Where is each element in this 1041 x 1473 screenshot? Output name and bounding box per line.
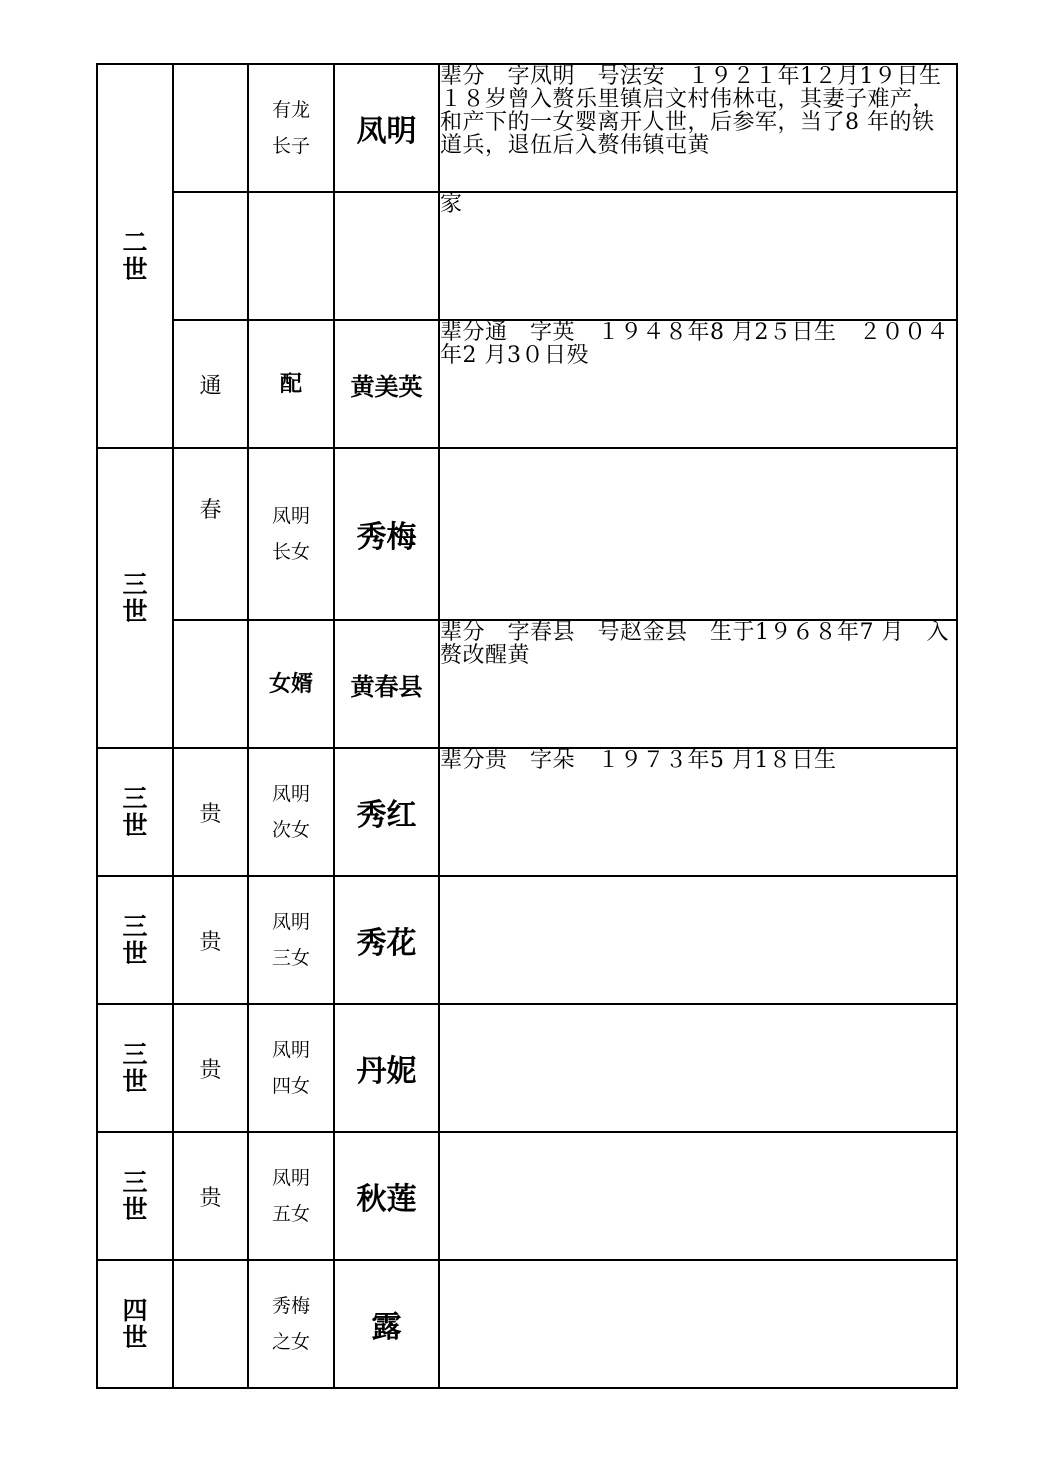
info-cell bbox=[439, 620, 957, 748]
beifen-cell bbox=[173, 1132, 248, 1260]
beifen-cell bbox=[173, 448, 248, 620]
relation-cell bbox=[248, 620, 334, 748]
person-name: 丹妮 bbox=[356, 1054, 417, 1089]
beifen-cell bbox=[173, 1260, 248, 1388]
info-cell bbox=[439, 320, 957, 448]
beifen-label: 通 bbox=[199, 373, 222, 399]
generation-cell bbox=[97, 1260, 173, 1388]
info-cell bbox=[439, 1132, 957, 1260]
generation-cell bbox=[97, 1004, 173, 1132]
table-row bbox=[97, 320, 957, 448]
beifen-cell bbox=[173, 320, 248, 448]
generation-label: 三世 bbox=[122, 784, 148, 840]
relation-label: 凤明三女 bbox=[271, 911, 310, 969]
info-cell bbox=[439, 1004, 957, 1132]
beifen-label: 春 bbox=[199, 498, 222, 523]
table-row bbox=[97, 192, 957, 320]
table-row bbox=[97, 1004, 957, 1132]
generation-label: 三世 bbox=[122, 912, 148, 968]
person-info: 辈分 字春县 号赵金县 生于1９６８年7 月 入赘改醒黄 bbox=[440, 620, 949, 668]
relation-cell bbox=[248, 448, 334, 620]
person-name: 黄美英 bbox=[350, 371, 423, 401]
beifen-label: 贵 bbox=[199, 929, 222, 955]
table-row bbox=[97, 64, 957, 192]
name-cell bbox=[334, 448, 439, 620]
relation-label: 凤明四女 bbox=[271, 1039, 310, 1097]
relation-label: 凤明五女 bbox=[271, 1167, 310, 1225]
table-row bbox=[97, 1132, 957, 1260]
beifen-cell bbox=[173, 64, 248, 192]
relation-label: 有龙长子 bbox=[271, 99, 310, 157]
name-cell bbox=[334, 876, 439, 1004]
info-cell bbox=[439, 192, 957, 320]
generation-cell bbox=[97, 1132, 173, 1260]
beifen-label: 贵 bbox=[199, 1185, 222, 1211]
beifen-cell bbox=[173, 620, 248, 748]
name-cell bbox=[334, 748, 439, 876]
beifen-label: 贵 bbox=[199, 1057, 222, 1083]
generation-label: 三世 bbox=[122, 1040, 148, 1096]
generation-cell bbox=[97, 748, 173, 876]
table-row bbox=[97, 876, 957, 1004]
person-info: 辈分 字凤明 号法安 １９２１年1２月1９日生 １８岁曾入赘乐里镇启文村伟林屯，其妻子难产，和产下的一女婴离开人世，后参军，当了8 年的铁道兵，退伍后入赘伟镇屯黄 bbox=[440, 64, 965, 158]
person-name: 秀花 bbox=[356, 926, 417, 961]
generation-label: 四世 bbox=[122, 1296, 148, 1352]
table-row bbox=[97, 448, 957, 620]
person-name: 秀红 bbox=[356, 798, 417, 833]
relation-cell bbox=[248, 748, 334, 876]
beifen-cell bbox=[173, 748, 248, 876]
relation-label: 配 bbox=[279, 371, 302, 397]
generation-cell bbox=[97, 876, 173, 1004]
generation-label: 三世 bbox=[122, 1168, 148, 1224]
relation-label: 女婿 bbox=[268, 671, 313, 697]
person-name: 露 bbox=[371, 1310, 402, 1345]
name-cell bbox=[334, 1260, 439, 1388]
info-cell bbox=[439, 448, 957, 620]
relation-cell bbox=[248, 320, 334, 448]
info-cell bbox=[439, 64, 965, 192]
name-cell bbox=[334, 320, 439, 448]
beifen-cell bbox=[173, 1004, 248, 1132]
beifen-label: 贵 bbox=[199, 801, 222, 827]
person-name: 秀梅 bbox=[356, 520, 417, 555]
beifen-cell bbox=[173, 876, 248, 1004]
generation-label: 三世 bbox=[122, 570, 148, 626]
genealogy-table bbox=[96, 63, 965, 1389]
beifen-cell bbox=[173, 192, 248, 320]
person-name: 黄春县 bbox=[350, 671, 423, 701]
name-cell bbox=[334, 64, 439, 192]
generation-label: 二世 bbox=[122, 228, 148, 284]
table-row bbox=[97, 620, 957, 748]
person-info: 辈分通 字英 １９４８年8 月2５日生 ２００４年2 月3０日殁 bbox=[440, 320, 949, 368]
name-cell bbox=[334, 1132, 439, 1260]
info-cell bbox=[439, 748, 957, 876]
relation-cell bbox=[248, 1004, 334, 1132]
relation-cell bbox=[248, 1132, 334, 1260]
person-name: 凤明 bbox=[356, 114, 417, 149]
table-row bbox=[97, 1260, 957, 1388]
person-info: 家 bbox=[440, 192, 463, 217]
name-cell bbox=[334, 620, 439, 748]
relation-label: 凤明长女 bbox=[271, 505, 310, 563]
info-cell bbox=[439, 876, 957, 1004]
table-row bbox=[97, 748, 957, 876]
person-name: 秋莲 bbox=[356, 1182, 417, 1217]
relation-label: 凤明次女 bbox=[271, 783, 310, 841]
relation-cell bbox=[248, 64, 334, 192]
relation-cell bbox=[248, 876, 334, 1004]
relation-cell bbox=[248, 1260, 334, 1388]
relation-cell bbox=[248, 192, 334, 320]
generation-cell bbox=[97, 64, 173, 448]
generation-cell bbox=[97, 448, 173, 748]
name-cell bbox=[334, 192, 439, 320]
relation-label: 秀梅之女 bbox=[271, 1295, 310, 1353]
name-cell bbox=[334, 1004, 439, 1132]
person-info: 辈分贵 字朵 １９７３年5 月1８日生 bbox=[440, 748, 837, 773]
info-cell bbox=[439, 1260, 957, 1388]
